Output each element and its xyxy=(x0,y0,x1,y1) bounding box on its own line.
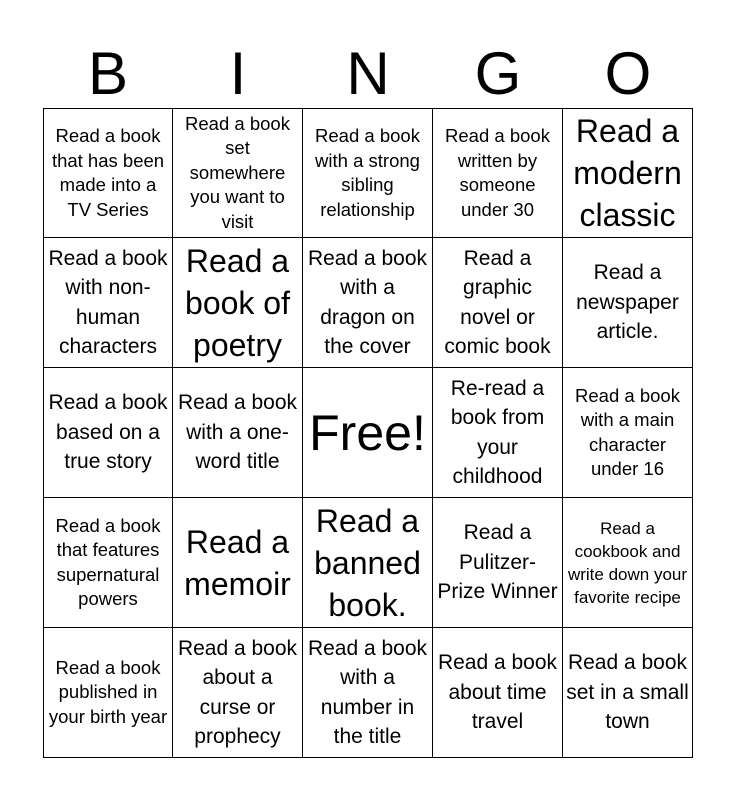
cell-text: Read a book written by someone under 30 xyxy=(445,125,550,220)
bingo-cell[interactable] xyxy=(173,238,303,368)
bingo-header xyxy=(43,40,693,108)
header-letter-o: O xyxy=(604,40,652,107)
cell-text: Read a cookbook and write down your favorite recipe xyxy=(567,518,688,607)
header-letter-g: G xyxy=(474,40,522,107)
bingo-cell[interactable] xyxy=(563,498,693,628)
cell-text: Read a book that features supernatural powers xyxy=(55,514,161,609)
bingo-cell[interactable] xyxy=(563,238,693,368)
cell-text: Read a book set in a small town xyxy=(566,651,689,734)
bingo-cell[interactable] xyxy=(563,628,693,758)
bingo-cell[interactable] xyxy=(173,108,303,238)
cell-text: Read a Pulitzer-Prize Winner xyxy=(437,521,558,604)
bingo-cell[interactable] xyxy=(303,108,433,238)
cell-text: Re-read a book from your childhood xyxy=(450,376,545,488)
bingo-cell[interactable] xyxy=(43,108,173,238)
free-space-text: Free! xyxy=(309,404,426,461)
bingo-cell[interactable] xyxy=(433,628,563,758)
cell-text: Read a book with a dragon on the cover xyxy=(307,246,428,358)
cell-text: Read a book about a curse or prophecy xyxy=(177,636,298,748)
cell-text: Read a book published in your birth year xyxy=(48,656,168,727)
cell-text: Read a graphic novel or comic book xyxy=(444,246,551,358)
bingo-cell[interactable] xyxy=(43,368,173,498)
cell-text: Read a book based on a true story xyxy=(48,391,168,474)
header-letter-n: N xyxy=(346,40,390,107)
bingo-cell[interactable] xyxy=(433,238,563,368)
cell-text: Read a book with a main character under 16 xyxy=(575,384,680,479)
cell-text: Read a book about time travel xyxy=(437,651,558,734)
cell-text: Read a book set somewhere you want to visit xyxy=(185,112,290,232)
bingo-cell[interactable] xyxy=(563,108,693,238)
cell-text: Read a book with non-human characters xyxy=(48,246,168,358)
bingo-cell[interactable] xyxy=(563,368,693,498)
bingo-cell[interactable] xyxy=(303,238,433,368)
bingo-cell[interactable] xyxy=(43,238,173,368)
bingo-cell[interactable] xyxy=(173,368,303,498)
cell-text: Read a newspaper article. xyxy=(576,261,679,344)
cell-text: Read a book with a one-word title xyxy=(177,391,298,474)
bingo-cell[interactable] xyxy=(433,498,563,628)
header-letter-i: I xyxy=(229,40,247,107)
bingo-cell[interactable] xyxy=(303,498,433,628)
bingo-cell-free[interactable] xyxy=(303,368,433,498)
cell-text: Read a memoir xyxy=(184,523,291,602)
cell-text: Read a book of poetry xyxy=(185,242,290,363)
cell-text: Read a book with a number in the title xyxy=(307,636,428,748)
header-letter-b: B xyxy=(87,40,129,107)
bingo-cell[interactable] xyxy=(43,498,173,628)
bingo-grid xyxy=(43,108,693,758)
cell-text: Read a modern classic xyxy=(573,113,682,233)
cell-text: Read a banned book. xyxy=(314,502,421,623)
bingo-cell[interactable] xyxy=(433,368,563,498)
cell-text: Read a book with a strong sibling relationship xyxy=(315,125,420,220)
bingo-cell[interactable] xyxy=(433,108,563,238)
cell-text: Read a book that has been made into a TV Series xyxy=(51,125,165,220)
bingo-cell[interactable] xyxy=(173,498,303,628)
bingo-cell[interactable] xyxy=(43,628,173,758)
bingo-cell[interactable] xyxy=(173,628,303,758)
bingo-cell[interactable] xyxy=(303,628,433,758)
